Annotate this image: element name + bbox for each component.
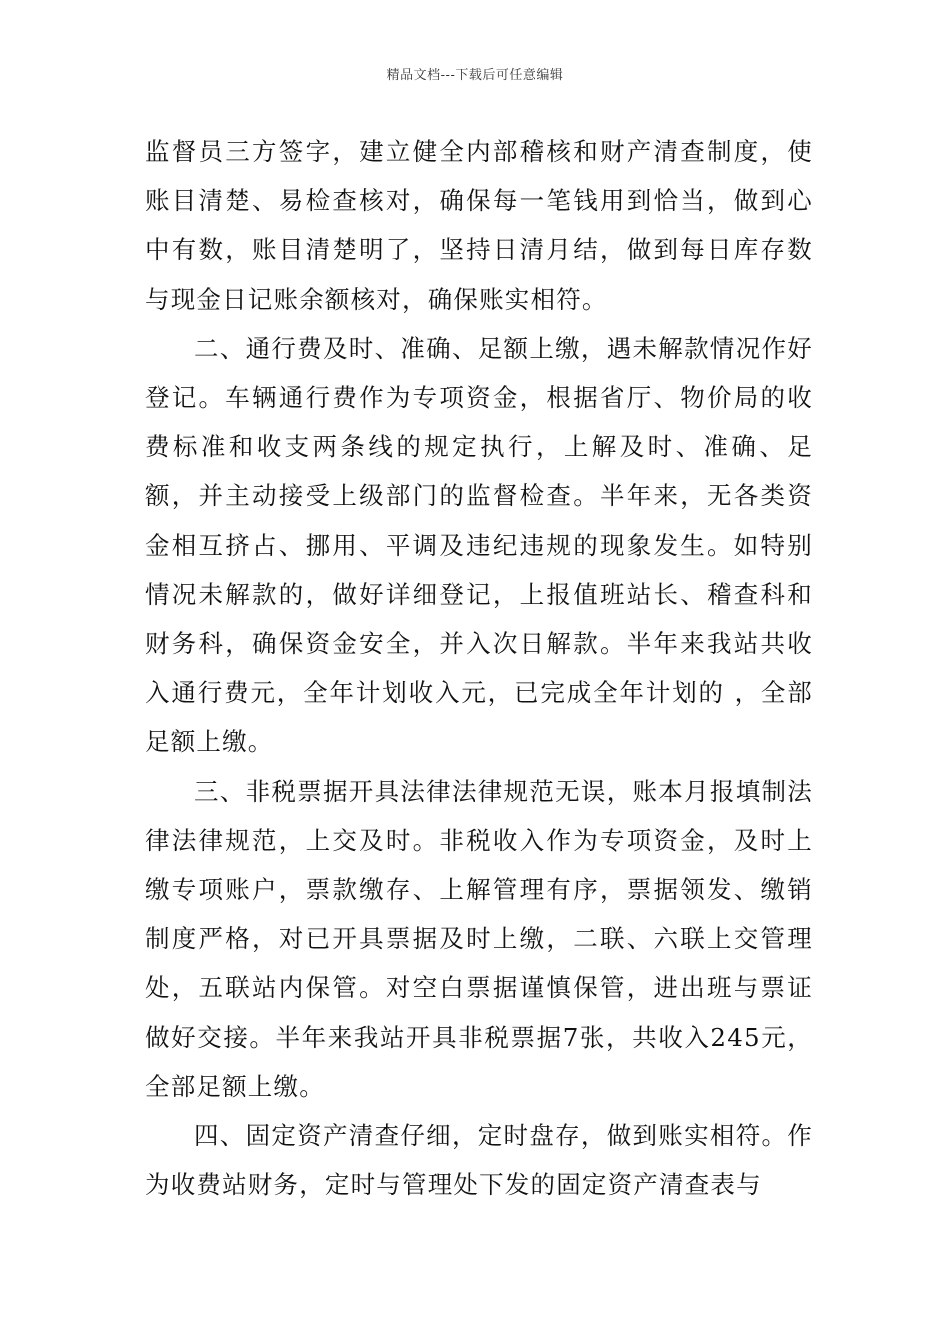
page-header: 精品文档---下载后可任意编辑: [386, 68, 564, 83]
paragraph-continued: 监督员三方签字，建立健全内部稽核和财产清查制度，使账目清楚、易检查核对，确保每一笔钱用到恰当，做到心中有数，账目清楚明了，坚持日清月结，做到每日库存数与现金日记账余额核对，确保账实相符。: [145, 137, 813, 314]
document-body: [145, 127, 813, 1209]
paragraph-section-3: 三、非税票据开具法律法律规范无误，账本月报填制法律法律规范，上交及时。非税收入作为专项资金，及时上缴专项账户，票款缴存、上解管理有序，票据领发、缴销制度严格，对已开具票据及时上缴，二联、六联上交管理处，五联站内保管。对空白票据谨慎保管，进出班与票证做好交接。半年来我站开具非税票据7张，共收入245元，全部足额上缴。: [145, 776, 813, 1101]
paragraph-section-4: 四、固定资产清查仔细，定时盘存，做到账实相符。作为收费站财务，定时与管理处下发的固定资产清查表与: [145, 1121, 813, 1200]
paragraph-section-2: 二、通行费及时、准确、足额上缴，遇未解款情况作好登记。车辆通行费作为专项资金，根据省厅、物价局的收费标准和收支两条线的规定执行，上解及时、准确、足额，并主动接受上级部门的监督检查。半年来，无各类资金相互挤占、挪用、平调及违纪违规的现象发生。如特别情况未解款的，做好详细登记，上报值班站长、稽查科和财务科，确保资金安全，并入次日解款。半年来我站共收入通行费元，全年计划收入元，已完成全年计划的 ，全部足额上缴。: [145, 333, 813, 757]
